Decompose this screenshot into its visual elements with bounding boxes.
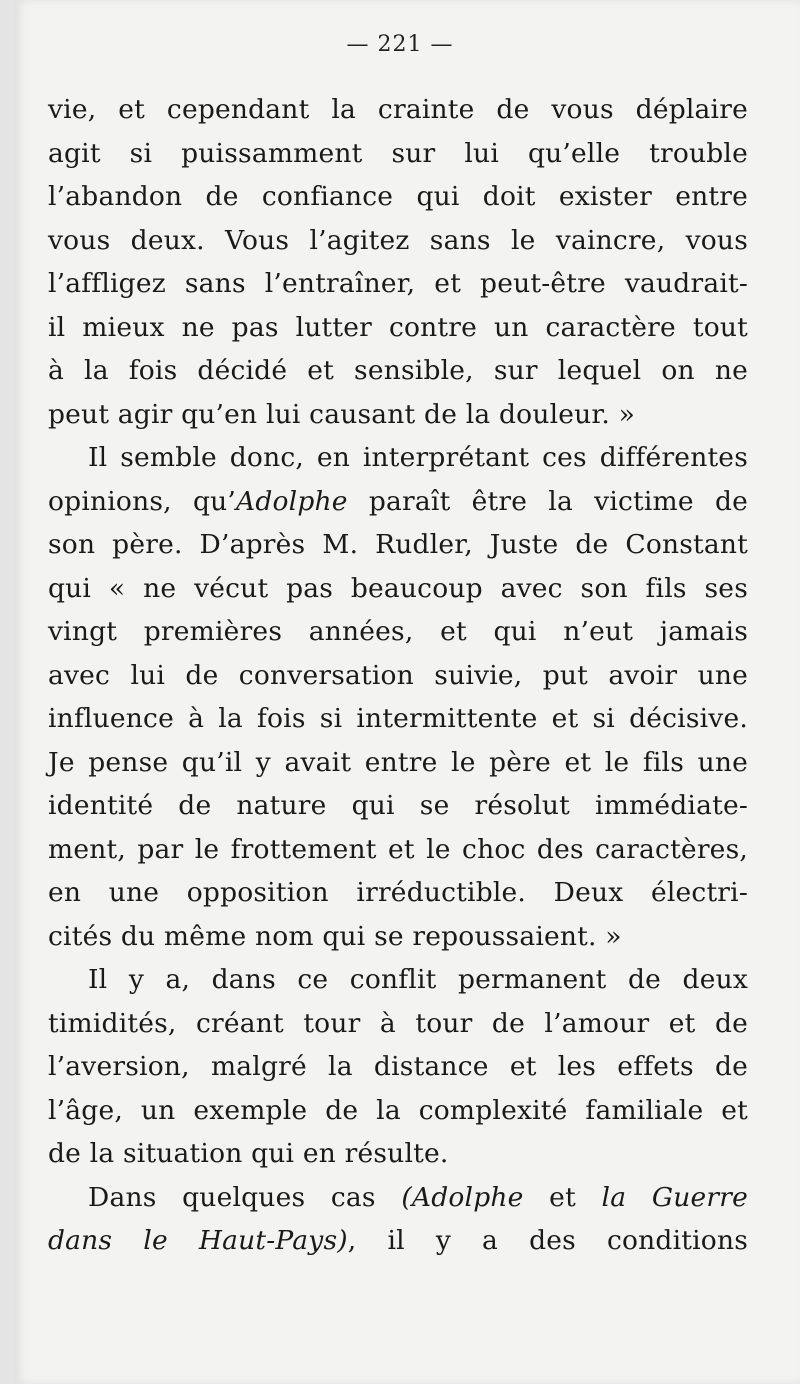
text-line [48, 828, 748, 872]
text-line [48, 871, 748, 915]
italic-text-span: (Adolphe [401, 1181, 524, 1213]
text-span: opinions, qu’ [48, 485, 237, 517]
text-line [48, 1002, 748, 1046]
text-span: il mieux ne pas lutter contre un caractère tout [48, 311, 748, 343]
text-span: à la fois décidé et sensible, sur lequel on ne [48, 355, 748, 386]
text-span: avec lui de conversation suivie, put avoir une [48, 659, 748, 691]
text-span: en une opposition irréductible. Deux électri- [48, 877, 748, 908]
text-line [48, 306, 748, 350]
paragraph [48, 1176, 748, 1263]
text-span: de la situation qui en résulte. [48, 1138, 449, 1169]
text-line [48, 610, 748, 654]
page-body-text [48, 88, 748, 1263]
text-line [48, 1176, 748, 1220]
text-span: Je pense qu’il y avait entre le père et le fils une [48, 746, 748, 778]
text-span: l’affligez sans l’entraîner, et peut-être vaudrait- [48, 268, 748, 299]
text-line [48, 175, 748, 219]
text-line [48, 88, 748, 132]
text-span: agit si puissamment sur lui qu’elle trouble [48, 137, 748, 169]
text-span: , il y a des conditions [347, 1225, 749, 1256]
text-line [48, 1045, 748, 1089]
text-line [48, 393, 748, 437]
text-span: l’aversion, malgré la distance et les effets de [48, 1051, 748, 1082]
text-span: Il semble donc, en interprétant ces différentes [88, 442, 748, 473]
italic-text-span: la Guerre [601, 1181, 748, 1213]
italic-text-span: Adolphe [236, 485, 348, 517]
paragraph [48, 88, 748, 436]
text-span: paraît être la victime de [347, 485, 748, 517]
text-line [48, 915, 748, 959]
text-span: son père. D’après M. Rudler, Juste de Constant [48, 529, 748, 560]
text-span: l’âge, un exemple de la complexité familiale et [48, 1094, 748, 1126]
text-span: ment, par le frottement et le choc des caractères, [48, 833, 748, 865]
text-line [48, 349, 748, 393]
text-span: Il y a, dans ce conflit permanent de deux [88, 964, 748, 995]
text-line [48, 132, 748, 176]
text-span: peut agir qu’en lui causant de la douleur. » [48, 398, 636, 430]
text-line [48, 784, 748, 828]
text-span: influence à la fois si intermittente et si décisive. [48, 703, 748, 734]
italic-text-span: dans le Haut-Pays) [48, 1225, 348, 1256]
page-number: — 221 — [346, 32, 454, 57]
text-span: qui « ne vécut pas beaucoup avec son fils ses [48, 572, 748, 604]
text-line [48, 741, 748, 785]
text-line [48, 654, 748, 698]
text-line [48, 436, 748, 480]
text-span: vie, et cependant la crainte de vous déplaire [48, 94, 748, 125]
text-span: et [523, 1181, 602, 1213]
text-span: identité de nature qui se résolut immédiate- [48, 790, 748, 821]
text-line [48, 262, 748, 306]
text-line [48, 523, 748, 567]
text-span: cités du même nom qui se repoussaient. » [48, 920, 622, 952]
text-line [48, 958, 748, 1002]
text-line [48, 1219, 748, 1263]
text-span: timidités, créant tour à tour de l’amour et de [48, 1007, 748, 1039]
text-span: Dans quelques cas [88, 1181, 402, 1213]
text-line [48, 1089, 748, 1133]
text-span: vous deux. Vous l’agitez sans le vaincre, vous [48, 224, 748, 256]
text-span: l’abandon de confiance qui doit exister entre [48, 181, 748, 212]
text-line [48, 480, 748, 524]
text-line [48, 697, 748, 741]
text-line [48, 219, 748, 263]
text-line [48, 567, 748, 611]
text-span: vingt premières années, et qui n’eut jamais [48, 616, 748, 647]
paragraph [48, 436, 748, 958]
text-line [48, 1132, 748, 1176]
paragraph [48, 958, 748, 1176]
